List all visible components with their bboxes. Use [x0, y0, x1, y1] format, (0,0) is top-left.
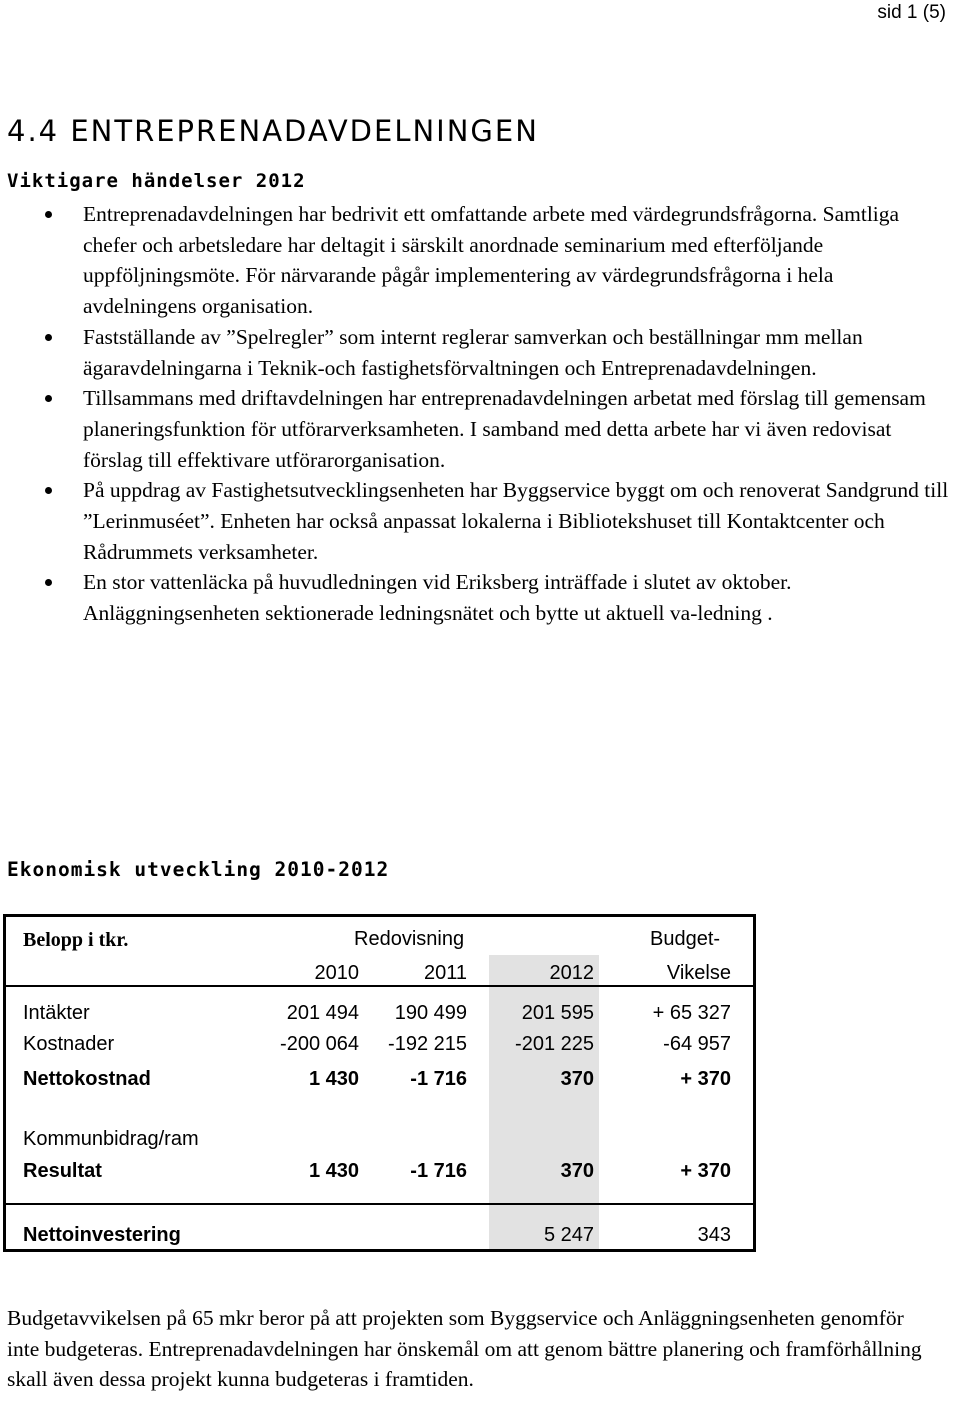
income-2010: 201 494	[286, 1002, 359, 1024]
costs-2010: -200 064	[280, 1033, 359, 1055]
list-item-text: På uppdrag av Fastighetsutvecklingsenheten har Byggservice byggt om och renoverat Sandgrund till ”Lerinmuséet”. Enheten har också anpassat lokalerna i Bibliotekshuset till Kontaktcenter och Rådrummets verksamheter.	[83, 478, 949, 564]
list-item	[83, 199, 951, 322]
header-year-2011: 2011	[423, 962, 467, 984]
result-divider	[6, 1203, 753, 1205]
investment-2012: 5 247	[543, 1224, 594, 1246]
list-item	[83, 475, 951, 567]
net-2011: -1 716	[410, 1068, 467, 1090]
list-item-text: En stor vattenläcka på huvudledningen vid Eriksberg inträffade i slutet av oktober. Anläggningsenheten sektionerade ledningsnätet och bytte ut aktuell va-ledning .	[83, 570, 792, 626]
budget-note: Budgetavvikelsen på 65 mkr beror på att projekten som Byggservice och Anläggningsenheten genomför inte budgeteras. Entreprenadavdelningen har önskemål om att genom bättre planering och framförhållning skall även dessa projekt kunna budgeteras i framtiden.	[7, 1306, 922, 1392]
bullet-icon	[45, 395, 52, 402]
result-2012: 370	[560, 1160, 594, 1182]
income-deviation: + 65 327	[652, 1002, 731, 1024]
row-label-income: Intäkter	[23, 1002, 90, 1024]
list-item	[83, 567, 951, 628]
list-item-text: Fastställande av ”Spelregler” som internt reglerar samverkan och beställningar mm mellan ägaravdelningarna i Teknik-och fastighetsförvaltningen och Entreprenadavdelningen.	[83, 324, 863, 380]
section-title: 4.4 ENTREPRENADAVDELNINGEN	[7, 114, 539, 148]
row-label-contribution: Kommunbidrag/ram	[23, 1128, 199, 1150]
list-item-text: Entreprenadavdelningen har bedrivit ett omfattande arbete med värdegrundsfrågorna. Samtliga chefer och arbetsledare har deltagit i särskilt anordnade seminarium med efterföljande uppföljningsmöte. För närvarande pågår implementering av värdegrundsfrågorna i hela avdelningens organisation.	[83, 202, 900, 319]
header-actual: Redovisning	[354, 928, 465, 950]
result-2010: 1 430	[308, 1160, 359, 1182]
row-label-costs: Kostnader	[23, 1033, 115, 1055]
result-deviation: + 370	[680, 1160, 731, 1182]
events-heading: Viktigare händelser 2012	[7, 170, 306, 192]
header-divider	[6, 985, 753, 987]
header-year-2010: 2010	[314, 962, 359, 984]
net-2010: 1 430	[308, 1068, 359, 1090]
list-item-text: Tillsammans med driftavdelningen har entreprenadavdelningen arbetat med förslag till gemensam planeringsfunktion för utförarverksamheten. I samband med detta arbete har vi även redovisat förslag till effektivare utförarorganisation.	[83, 386, 926, 472]
economy-heading: Ekonomisk utveckling 2010-2012	[7, 858, 390, 881]
header-budget: Budget-	[650, 928, 721, 950]
row-label-result: Resultat	[23, 1160, 102, 1182]
bullet-icon	[45, 334, 52, 341]
net-deviation: + 370	[680, 1068, 731, 1090]
header-deviation: Vikelse	[666, 962, 731, 984]
list-item	[83, 383, 951, 475]
list-item	[83, 322, 951, 383]
income-2011: 190 499	[394, 1002, 467, 1024]
row-label-net: Nettokostnad	[23, 1068, 151, 1090]
costs-2012: -201 225	[515, 1033, 594, 1055]
events-list	[83, 199, 951, 629]
costs-2011: -192 215	[388, 1033, 467, 1055]
row-label-investment: Nettoinvestering	[23, 1224, 181, 1246]
costs-deviation: -64 957	[663, 1033, 731, 1055]
header-year-2012: 2012	[549, 962, 594, 984]
unit-label: Belopp i tkr.	[23, 929, 129, 951]
bullet-icon	[45, 487, 52, 494]
bullet-icon	[45, 211, 52, 218]
bullet-icon	[45, 579, 52, 586]
economy-table	[3, 914, 756, 1252]
page-number: sid 1 (5)	[877, 2, 946, 23]
income-2012: 201 595	[521, 1002, 594, 1024]
result-2011: -1 716	[410, 1160, 467, 1182]
investment-deviation: 343	[697, 1224, 731, 1246]
net-2012: 370	[560, 1068, 594, 1090]
